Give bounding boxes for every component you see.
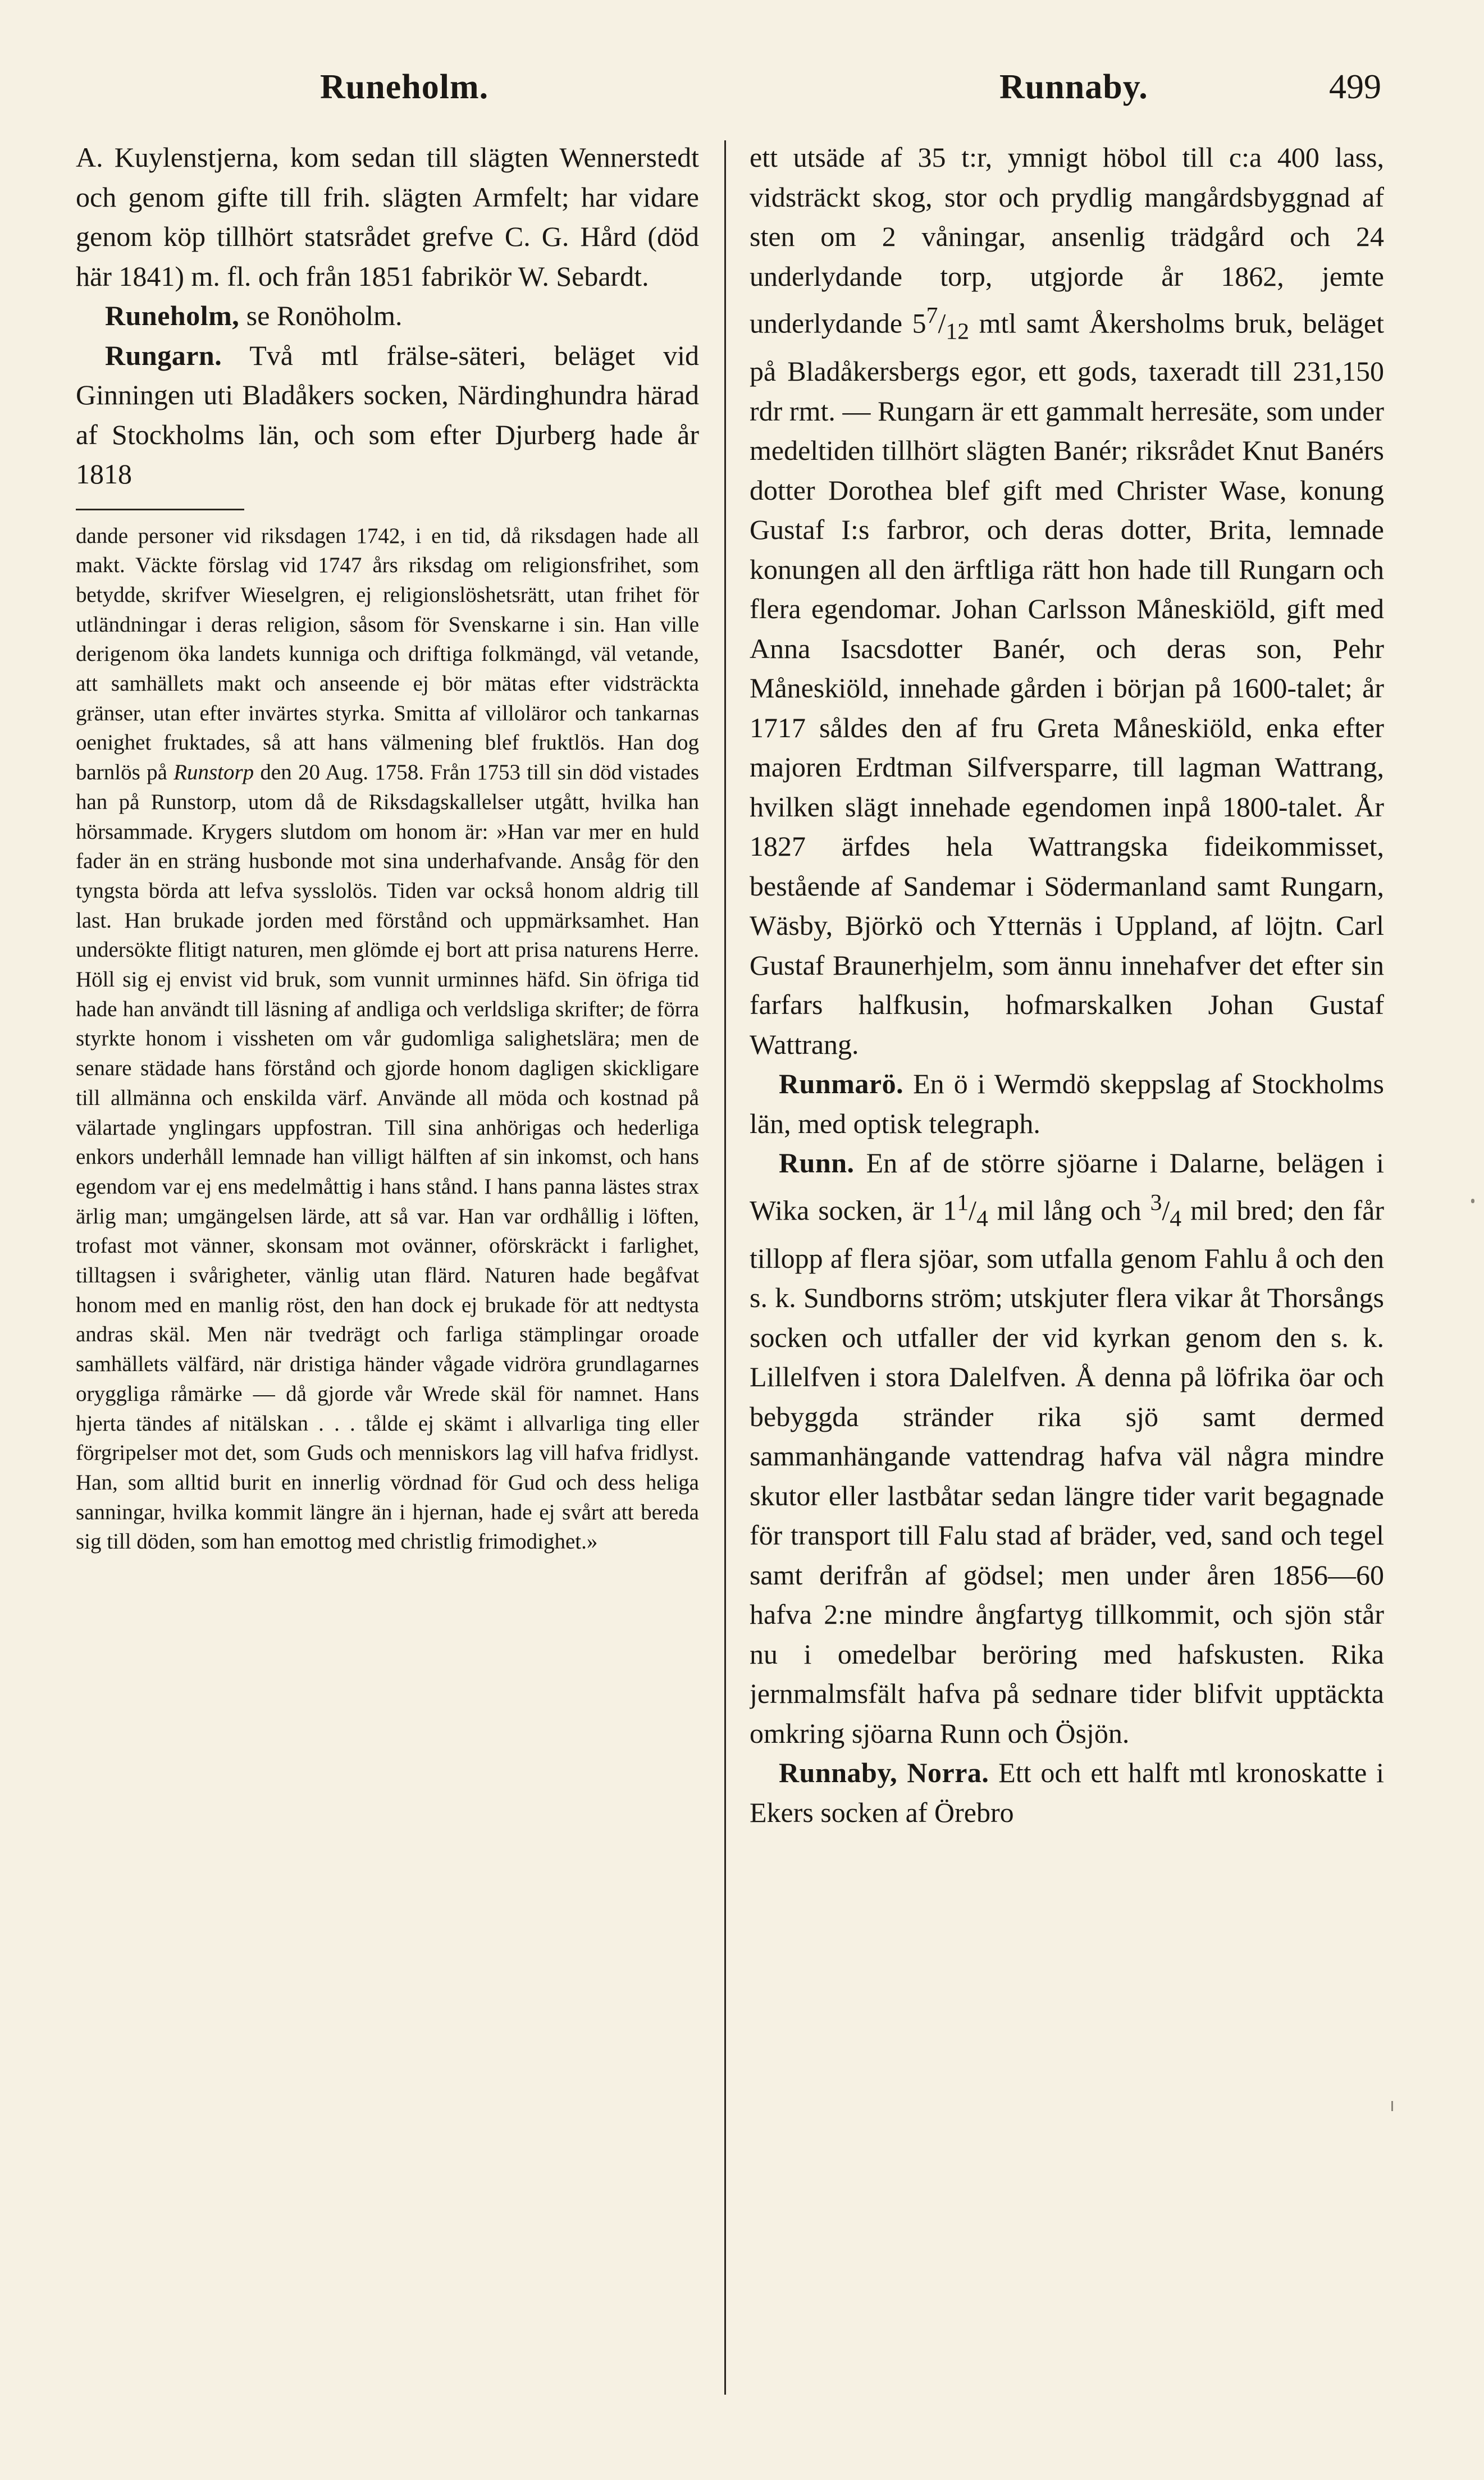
rungarn-cont-part1: ett utsäde af 35 t:r, ymnigt höbol till c:a 400 lass, vidsträckt skog, stor och prydlig mangårdsbyggnad af sten om 2 våningar, ansenlig trädgård och 24 underlydande torp, utgjorde år 1862, jemte underlydande 5 — [750, 141, 1384, 339]
entry-text-runn-part3: mil bred; den får tillopp af flera sjöar, som utfalla genom Fahlu å och den s. k. Sundborns ström; utskjuter flera vikar åt Thorsångs socken och utfaller der vid kyrkan genom den s. k. Lillelfven i stora Dalelfven. Å denna på löfrika öar och bebyggda stränder rika sjö samt dermed sammanhängande vattendrag hafva väl några mindre skutor eller lastbåtar sedan längre tider varit begagnade för transport till Falu stad af bräder, ved, sand och tegel samt derifrån af gödsel; men under åren 1856—60 hafva 2:ne mindre ångfartyg tillkommit, och sjön står nu i omedelbar beröring med hafskusten. Rika jernmalmsfält hafva på sednare tider blifvit upptäckta omkring sjöarna Runn och Ösjön. — [750, 1194, 1384, 1749]
footnote-text-part1: dande personer vid riksdagen 1742, i en tid, då riksdagen hade all makt. Väckte förslag vid 1747 års riksdag om religionsfrihet, som betydde, skrifver Wieselgren, ej religionslöshetsrätt, utan frihet för utländningar i deras religion, såsom för Svenskarne i sin. Han ville derigenom öka landets kunniga och driftiga folkmängd, väl vetande, att samhällets makt och anseende ej bör mätas efter vidsträckta gränser, utan efter invärtes styrka. Smitta af villoläror och tankarnas oenighet fruktades, så att hans välmening blef fruktlös. Han dog barnlös på — [76, 523, 699, 785]
entry-text-runn-part1: En af de större sjöarne i Dalarne, belägen i Wika socken, är 1 — [750, 1147, 1384, 1226]
left-column — [76, 138, 699, 2412]
header-left-word: Runeholm. — [320, 68, 489, 106]
entry-head-runeholm: Runeholm, — [105, 300, 240, 331]
footnote-italic-place: Runstorp — [173, 760, 254, 785]
entry-runnaby — [750, 1753, 1384, 1832]
column-divider — [724, 140, 726, 2395]
entry-runmaro — [750, 1064, 1384, 1143]
fraction-denominator: 12 — [946, 318, 970, 345]
fraction2-numerator: 3 — [1150, 1189, 1162, 1216]
paragraph-continuation: A. Kuylenstjerna, kom sedan till slägten Wennerstedt och genom gifte till frih. slägten Armfelt; har vidare genom köp tillhört statsrådet grefve C. G. Hård (död här 1841) m. fl. och från 1851 fabrikör W. Sebardt. — [76, 141, 699, 292]
fraction2-denominator: 4 — [1170, 1205, 1182, 1232]
fraction-numerator: 7 — [926, 303, 938, 328]
entry-head-runnaby: Runnaby, Norra. — [779, 1757, 989, 1789]
running-header — [73, 67, 1381, 129]
rungarn-cont-part2: mtl samt Åkersholms bruk, beläget på Bladåkersbergs egor, ett gods, taxeradt till 231,150 rdr rmt. — Rungarn är ett gammalt herresäte, som under medeltiden tillhört slägten Banér; riksrådet Knut Banérs dotter Dorothea blef gift med Christer Wase, konung Gustaf I:s farbror, och deras dotter, Brita, lemnade konungen all den ärftliga rätt hon hade till Rungarn och flera egendomar. Johan Carlsson Måneskiöld, gift med Anna Isacsdotter Banér, och deras son, Pehr Måneskiöld, innehade gården i början på 1600-talet; år 1717 såldes den af fru Greta Måneskiöld, enka efter majoren Erdtman Silfversparre, till lagman Wattrang, hvilken slägt innehade egendomen inpå 1800-talet. År 1827 ärfdes hela Wattrangska fideikommisset, bestående af Sandemar i Södermanland samt Rungarn, Wäsby, Björkö och Ytternäs i Uppland, af löjtn. Carl Gustaf Braunerhjelm, som ännu innehafver det efter sin farfars halfkusin, hofmarskalken Johan Gustaf Wattrang. — [750, 307, 1384, 1060]
footnote-rule — [76, 509, 244, 510]
entry-text-runn-part2: mil lång och — [988, 1194, 1150, 1226]
entry-runeholm — [76, 296, 699, 336]
entry-head-runmaro: Runmarö. — [779, 1068, 904, 1100]
entry-runn — [750, 1143, 1384, 1753]
entry-head-runn: Runn. — [779, 1147, 855, 1179]
footnote — [76, 522, 699, 1558]
right-column — [750, 138, 1384, 2412]
fraction2-separator: / — [1162, 1194, 1170, 1226]
ink-speck — [1471, 1199, 1474, 1203]
entry-text-rungarn: Två mtl frälse-säteri, beläget vid Ginningen uti Bladåkers socken, Närdinghundra härad af Stockholms län, och som efter Djurberg hade år 1818 — [76, 339, 699, 490]
page-number: 499 — [1329, 68, 1381, 106]
entry-text-runeholm: se Ronöholm. — [239, 300, 403, 331]
entry-text-runmaro: En ö i Wermdö skeppslag af Stockholms län, med optisk telegraph. — [750, 1068, 1384, 1139]
entry-head-rungarn: Rungarn. — [105, 339, 222, 371]
ink-speck — [1391, 2101, 1393, 2111]
footnote-text-part2: den 20 Aug. 1758. Från 1753 till sin död vistades han på Runstorp, utom då de Riksdagskallelser utgått, hvilka han hörsammade. Krygers slutdom om honom är: »Han var mer en huld fader än en sträng husbonde mot sina underhafvande. Ansåg för den tyngsta börda att lefva sysslolös. Tiden var också honom aldrig till last. Han brukade jorden med förstånd och uppmärksamhet. Han undersökte flitigt naturen, men glömde ej bort att prisa naturens Herre. Höll sig ej envist vid bruk, som vunnit urminnes häfd. Sin öfriga tid hade han användt till läsning af andliga och verldsliga skrifter; de förra styrkte honom i vissheten om vår gudomliga salighetslära; men de senare städade hans förstånd och gjorde honom dagligen skickligare till allmänna och enskilda värf. Använde all möda och kostnad på välartade ynglingars uppfostran. Till sina anhörigas och hederliga enkors underhåll lemnade han villigt hälften af sin inkomst, och hans egendom var ej ens medelmåttig i hans stånd. I hans panna lästes strax ärlig man; umgängelsen lärde, att så var. Han var ordhållig i löften, trofast mot vänner, skonsam mot ovänner, oförskräckt i farlighet, tilltagsen i svårigheter, vänlig utan flärd. Naturen hade begåfvat honom med en manlig röst, den han dock ej brukade för att nedtysta andras skäl. Men när tvedrägt och farliga stämplingar oroade samhällets välfärd, när dristiga händer vågade vidröra grundlagarnes oryggliga råmärke — då gjorde vår Wrede skäl för namnet. Hans hjerta tändes af nitälskan . . . tålde ej skämt i allvarliga ting eller förgripelser mot det, som Guds och menniskors lag vill hafva fridlyst. Han, som alltid burit en innerlig vördnad för Gud och dess heliga sanningar, hvilka kommit längre än i hjernan, hade ej svårt att bereda sig till döden, som han emottog med christlig frimodighet.» — [76, 760, 699, 1554]
header-right-word: Runnaby. — [999, 68, 1148, 106]
entry-rungarn — [76, 336, 699, 494]
fraction1-separator: / — [969, 1194, 977, 1226]
fraction1-denominator: 4 — [976, 1205, 988, 1232]
entry-text-runnaby: Ett och ett halft mtl kronoskatte i Ekers socken af Örebro — [750, 1757, 1384, 1828]
fraction-separator: / — [938, 307, 946, 339]
fraction1-numerator: 1 — [957, 1189, 969, 1216]
rungarn-continuation — [750, 138, 1384, 1064]
